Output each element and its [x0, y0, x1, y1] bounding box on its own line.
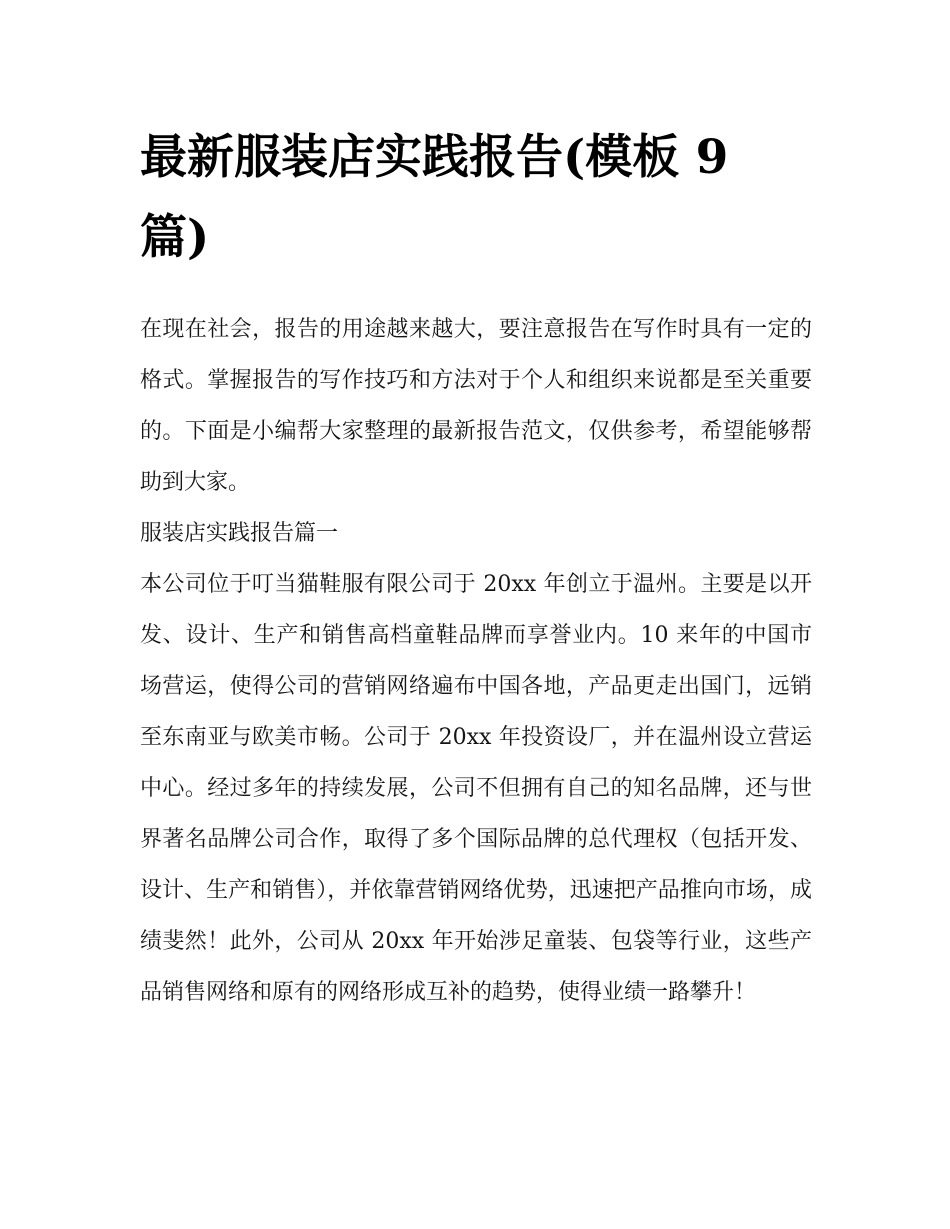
document-page [140, 118, 812, 1018]
section-heading: 服装店实践报告篇一 [140, 521, 339, 546]
intro-paragraph: 在现在社会，报告的用途越来越大，要注意报告在写作时具有一定的格式。掌握报告的写作技巧和方法对于个人和组织来说都是至关重要的。下面是小编帮大家整理的最新报告范文，仅供参考，希望能够帮助到大家。 [140, 317, 812, 495]
document-title: 最新服装店实践报告(模板 9 篇) [140, 130, 729, 265]
body-paragraph: 本公司位于叮当猫鞋服有限公司于 20xx 年创立于温州。主要是以开发、设计、生产和销售高档童鞋品牌而享誉业内。10 来年的中国市场营运，使得公司的营销网络遍布中国各地，产品更走出国门，远销至东南亚与欧美市畅。公司于 20xx 年投资设厂，并在温州设立营运中心。经过多年的持续发展，公司不但拥有自己的知名品牌，还与世界著名品牌公司合作，取得了多个国际品牌的总代理权（包括开发、设计、生产和销售），并依靠营销网络优势，迅速把产品推向市场，成绩斐然！此外，公司从 20xx 年开始涉足童装、包袋等行业，这些产品销售网络和原有的网络形成互补的趋势，使得业绩一路攀升！ [140, 572, 812, 1005]
